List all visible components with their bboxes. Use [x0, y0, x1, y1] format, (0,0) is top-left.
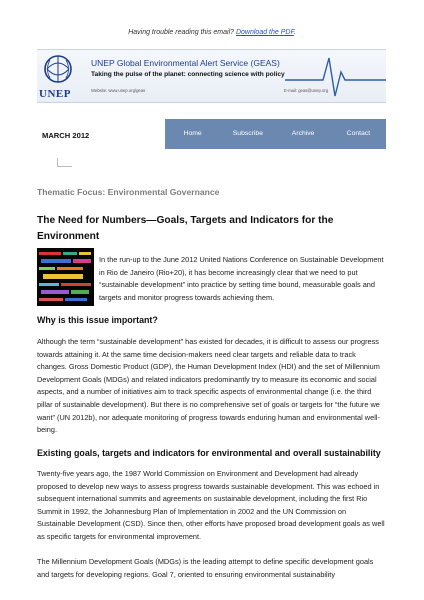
nav-archive[interactable]: Archive: [291, 130, 315, 137]
banner-website[interactable]: Website: www.unep.org/geas: [91, 88, 146, 93]
nav-home[interactable]: Home: [183, 130, 202, 137]
banner-title: UNEP Global Environmental Alert Service (GEAS): [91, 58, 280, 68]
issue-nav-row: [37, 119, 386, 149]
section-paragraph: Although the term “sustainable development” has existed for decades, it is difficult to assess our progress towards attaining it. At the same time decision-makers need clear targets and reliable data to track changes. Gross Domestic Product (GDP), the Human Development Index (HDI) and the set of Millennium Development Goals (MDGs) and related indicators predominantly try to measure its economic and social aspects, and a number of initiatives aim to track specific aspects of environmental change (i.e. the third pillar of sustainable development). But there is no comprehensive set of goals or targets for “the future we want” (UN 2012b), nor adequate monitoring of progress towards enduring human and environmental well-being.: [37, 337, 380, 435]
preheader: [0, 29, 424, 36]
thematic-focus: Thematic Focus: Environmental Governance: [37, 187, 220, 197]
banner-tagline: Taking the pulse of the planet: connecting science with policy: [91, 71, 285, 78]
preheader-text: Having trouble reading this email?: [128, 29, 236, 36]
section-heading-importance: Why is this issue important?: [37, 315, 158, 325]
unep-logo-word: UNEP: [39, 88, 71, 100]
banner-email[interactable]: E-mail: geas@unep.org: [284, 88, 329, 93]
article-title: The Need for Numbers—Goals, Targets and Indicators for the Environment: [37, 215, 334, 242]
nav-contact[interactable]: Contact: [346, 130, 371, 137]
download-pdf-link[interactable]: Download the PDF: [235, 29, 294, 36]
preheader-suffix: .: [293, 29, 296, 36]
banner-contact-bar: [37, 86, 386, 96]
article-lead: In the run-up to the June 2012 United Nations Conference on Sustainable Development in Rio de Janeiro (Rio+20), it has become increasingly clear that we need to put “sustainable development” into practice by setting time bound, measurable goals and targets and monitor progress towards achieving them.: [99, 255, 384, 302]
issue-date: MARCH 2012: [42, 131, 90, 140]
main-nav: [165, 119, 386, 149]
article-thumbnail: [37, 248, 94, 306]
section-paragraph: The Millennium Development Goals (MDGs) is the leading attempt to define specific development goals and targets for developing regions. Goal 7, oriented to ensuring environmental sustainability: [37, 557, 374, 579]
nav-subscribe[interactable]: Subscribe: [232, 130, 263, 137]
section-paragraph: Twenty-five years ago, the 1987 World Commission on Environment and Development had already proposed to develop new ways to assess progress towards sustainable development. This was echoed in subsequent international summits and agreements on sustainable development, including the first Rio Summit in 1992, the Johannesburg Plan of Implementation in 2002 and the UN Commission on Sustainable Development (CSD). Since then, other efforts have proposed broad development goals as well as specific targets for environmental improvement.: [37, 469, 385, 541]
corner-mark-icon: [57, 158, 72, 167]
section-heading-existing-goals: Existing goals, targets and indicators for environmental and overall sustainability: [37, 448, 381, 458]
